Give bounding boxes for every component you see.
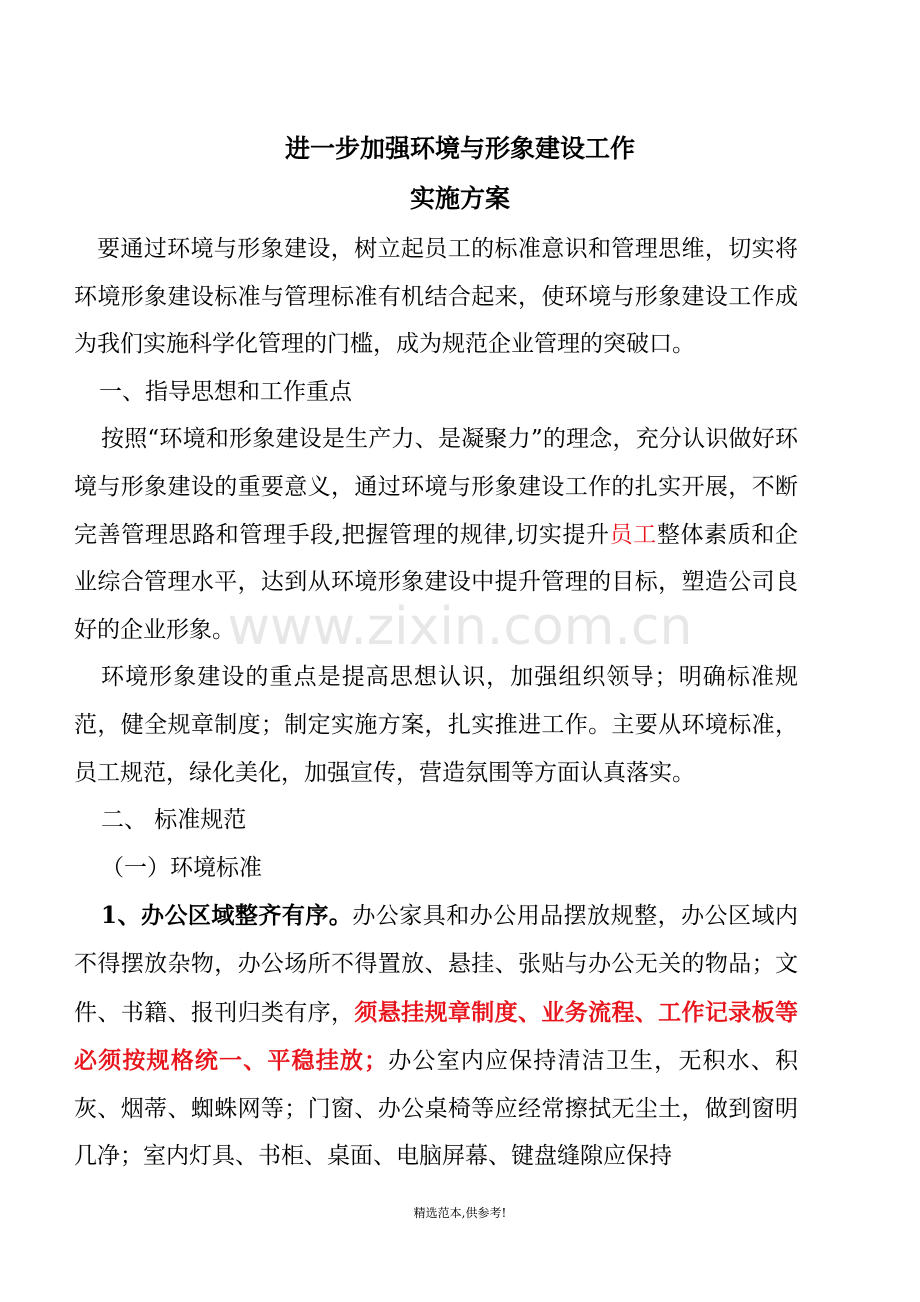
item1-text-part1: 办公家具和办公用品摆放规整，办公区域内不得摆放杂物，办公场所不得置放、悬挂、张贴与办公无关的物品；文件、书籍、报刊归类有序， — [74, 903, 798, 1026]
item1-highlight: 须悬挂规章制度、业务流程、工作记录板等必须按规格统一、平稳挂放； — [74, 998, 799, 1075]
intro-paragraph: 要通过环境与形象建设，树立起员工的标准意识和管理思维，切实将环境形象建设标准与管理标准有机结合起来，使环境与形象建设工作成为我们实施科学化管理的门槛，成为规范企业管理的突破口。 — [74, 236, 798, 358]
item1-heading: 1、办公区域整齐有序。 — [101, 902, 353, 930]
section2-heading: 二、 标准规范 — [101, 807, 247, 834]
document-title: 进一步加强环境与形象建设工作 — [284, 134, 635, 163]
page-footer: 精选范本,供参考! — [413, 1206, 507, 1220]
guiding-highlight: 员工 — [609, 521, 657, 548]
document-subtitle: 实施方案 — [409, 184, 510, 213]
guiding-paragraph — [74, 416, 798, 654]
section1-heading: 一、指导思想和工作重点 — [99, 378, 352, 405]
item1-paragraph — [74, 892, 798, 1181]
item1-text-part2: 办公室内应保持清洁卫生，无积水、积灰、烟蒂、蜘蛛网等；门窗、办公桌椅等应经常擦拭无尘土，做到窗明几净；室内灯具、书柜、桌面、电脑屏幕、键盘缝隙应保持 — [74, 1048, 799, 1170]
guiding-text-part1: 按照“环境和形象建设是生产力、是凝聚力”的理念，充分认识做好环境与形象建设的重要意义，通过环境与形象建设工作的扎实开展，不断完善管理思路和管理手段,把握管理的规律,切实提升 — [74, 426, 798, 548]
focus-paragraph: 环境形象建设的重点是提高思想认识，加强组织领导；明确标准规范，健全规章制度；制定实施方案，扎实推进工作。主要从环境标准，员工规范，绿化美化，加强宣传，营造氛围等方面认真落实。 — [74, 664, 798, 786]
watermark: www.zixin.com.cn — [227, 597, 693, 657]
guiding-text-part2: 整体素质和企业综合管理水平，达到从环境形象建设中提升管理的目标，塑造公司良好的企业形象。 — [74, 521, 798, 643]
document-body — [74, 226, 798, 1181]
subsection1-heading: （一）环境标准 — [101, 854, 262, 881]
